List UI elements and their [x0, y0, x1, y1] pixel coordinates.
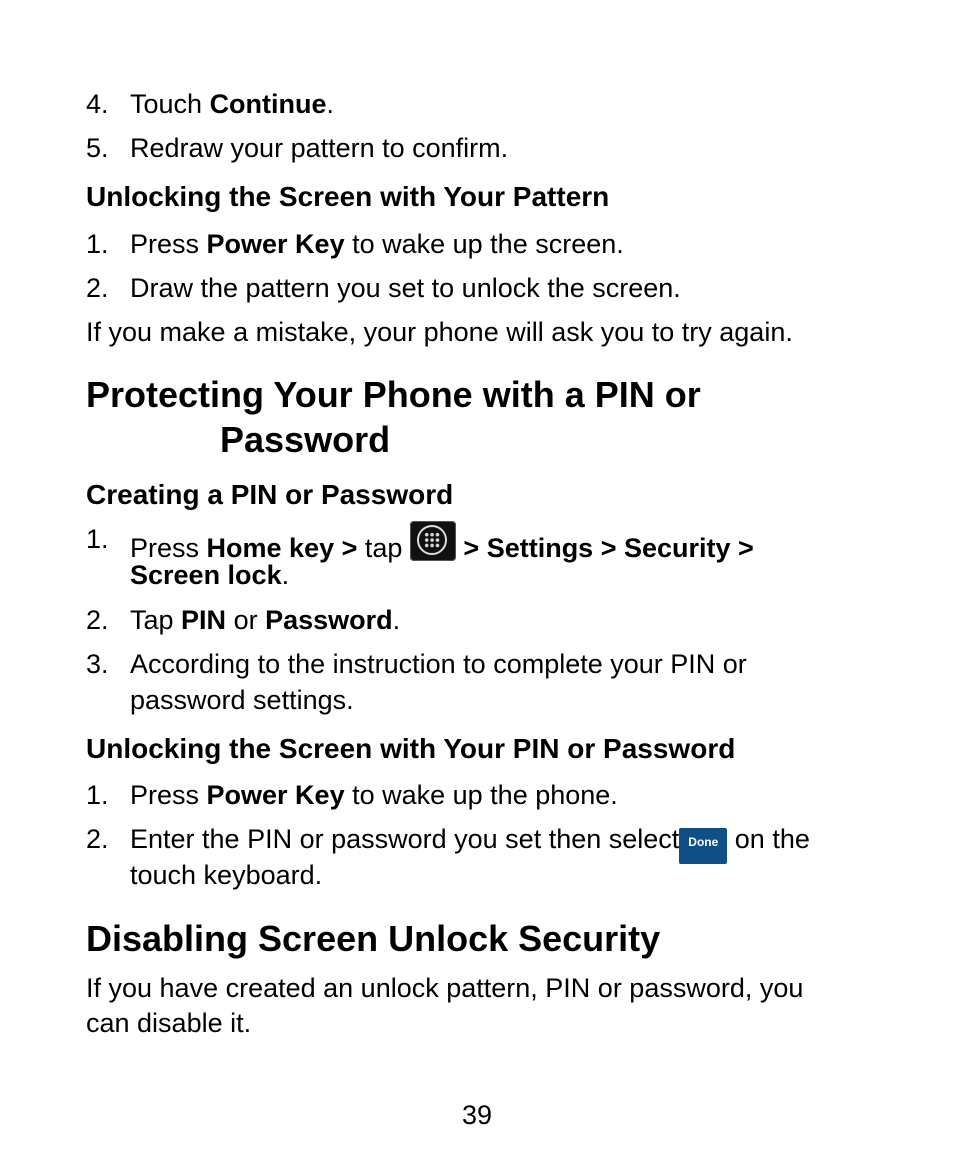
step-text: touch keyboard. [130, 860, 323, 890]
step-text: Touch [130, 89, 210, 119]
step-text-mid: tap [357, 533, 410, 563]
step-number: 1. [86, 524, 109, 554]
step-text: According to the instruction to complete your PIN or [130, 649, 747, 679]
step-text: password settings. [130, 685, 354, 715]
step-text: Draw the pattern you set to unlock the screen. [130, 273, 681, 303]
step-number: 1. [86, 229, 109, 259]
paragraph-line: If you have created an unlock pattern, PIN or password, you [86, 973, 804, 1003]
step-text: Press [130, 780, 207, 810]
step-bold: PIN [181, 605, 227, 635]
page-number: 39 [461, 1100, 493, 1130]
step-bold: Power Key [206, 229, 345, 259]
step-text-end: . [392, 605, 401, 635]
section-title: Unlocking the Screen with Your Pattern [86, 181, 610, 212]
step-bold: Home key > [206, 533, 358, 563]
step-text: Enter the PIN or password you set then select [130, 824, 680, 854]
step-text: Redraw your pattern to confirm. [130, 133, 509, 163]
step-text: Press [130, 533, 207, 563]
step-text-end: to wake up the phone. [344, 780, 618, 810]
step-bold: Continue [209, 89, 327, 119]
step-bold: Screen lock [130, 560, 282, 590]
step-number: 5. [86, 133, 109, 163]
step-bold-2: Password [265, 605, 393, 635]
step-text-end: . [326, 89, 335, 119]
step-number: 1. [86, 780, 109, 810]
step-number: 3. [86, 649, 109, 679]
section-title: Creating a PIN or Password [86, 479, 454, 510]
done-key-icon: Done [679, 828, 727, 864]
step-number: 2. [86, 605, 109, 635]
section-heading: Protecting Your Phone with a PIN or [86, 374, 701, 415]
section-title: Unlocking the Screen with Your PIN or Password [86, 733, 736, 764]
step-text: Tap [130, 605, 182, 635]
step-text-end: . [281, 560, 290, 590]
apps-grid-icon [410, 521, 456, 561]
step-bold: Power Key [206, 780, 345, 810]
step-number: 2. [86, 824, 109, 854]
step-bold-path: > Settings > Security > [455, 533, 754, 563]
step-text-mid: or [226, 605, 266, 635]
step-number: 4. [86, 89, 109, 119]
step-text: Press [130, 229, 207, 259]
step-text-end: on the [727, 824, 810, 854]
paragraph-line: can disable it. [86, 1008, 252, 1038]
note-paragraph: If you make a mistake, your phone will ask you to try again. [86, 317, 793, 347]
section-heading: Disabling Screen Unlock Security [86, 918, 661, 959]
section-heading-line2: Password [220, 419, 391, 460]
step-number: 2. [86, 273, 109, 303]
step-text-end: to wake up the screen. [344, 229, 624, 259]
